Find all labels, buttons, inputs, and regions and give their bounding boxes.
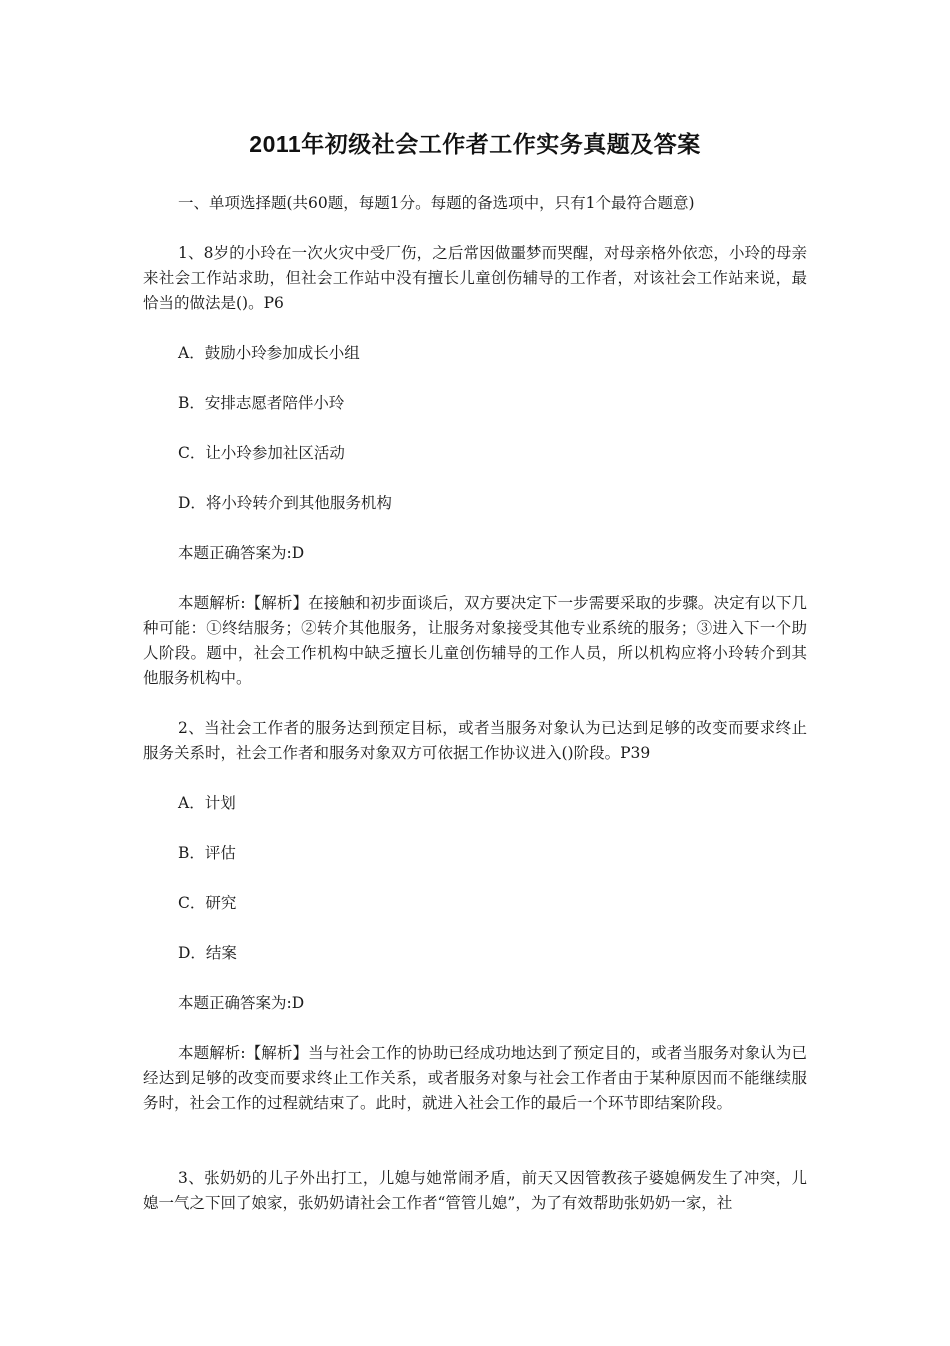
question-1-analysis: 本题解析:【解析】在接触和初步面谈后，双方要决定下一步需要采取的步骤。决定有以下几种可能：①终结服务；②转介其他服务，让服务对象接受其他专业系统的服务；③进入下一个助人阶段。题中，社会工作机构中缺乏擅长儿童创伤辅导的工作人员，所以机构应将小玲转介到其他服务机构中。 bbox=[143, 594, 807, 687]
question-2-stem: 2、当社会工作者的服务达到预定目标，或者当服务对象认为已达到足够的改变而要求终止服务关系时，社会工作者和服务对象双方可依据工作协议进入()阶段。P39 bbox=[143, 719, 807, 762]
question-3-stem: 3、张奶奶的儿子外出打工，儿媳与她常闹矛盾，前天又因管教孩子婆媳俩发生了冲突，儿媳一气之下回了娘家，张奶奶请社会工作者“管管儿媳”，为了有效帮助张奶奶一家，社 bbox=[143, 1169, 807, 1212]
question-1-option-c: C．让小玲参加社区活动 bbox=[178, 444, 345, 462]
question-1-option-a: A．鼓励小玲参加成长小组 bbox=[178, 344, 360, 362]
question-2-analysis: 本题解析:【解析】当与社会工作的协助已经成功地达到了预定目的，或者当服务对象认为已经达到足够的改变而要求终止工作关系，或者服务对象与社会工作者由于某种原因而不能继续服务时，社会工作的过程就结束了。此时，就进入社会工作的最后一个环节即结案阶段。 bbox=[143, 1044, 807, 1112]
question-1-option-b: B．安排志愿者陪伴小玲 bbox=[178, 394, 345, 412]
question-2-option-d: D．结案 bbox=[178, 944, 237, 962]
question-2-option-a: A．计划 bbox=[178, 794, 236, 812]
question-2-answer: 本题正确答案为:D bbox=[178, 994, 305, 1012]
question-2-option-c: C．研究 bbox=[178, 894, 237, 912]
question-1-option-d: D．将小玲转介到其他服务机构 bbox=[178, 494, 392, 512]
document-title: 2011年初级社会工作者工作实务真题及答案 bbox=[249, 131, 701, 157]
section-heading: 一、单项选择题(共60题，每题1分。每题的备选项中，只有1个最符合题意) bbox=[178, 194, 695, 212]
question-1-answer: 本题正确答案为:D bbox=[178, 544, 305, 562]
question-2-option-b: B．评估 bbox=[178, 844, 236, 862]
question-1-stem: 1、8岁的小玲在一次火灾中受厂伤，之后常因做噩梦而哭醒，对母亲格外依恋，小玲的母亲来社会工作站求助，但社会工作站中没有擅长儿童创伤辅导的工作者，对该社会工作站来说，最恰当的做法是()。P6 bbox=[143, 244, 807, 312]
